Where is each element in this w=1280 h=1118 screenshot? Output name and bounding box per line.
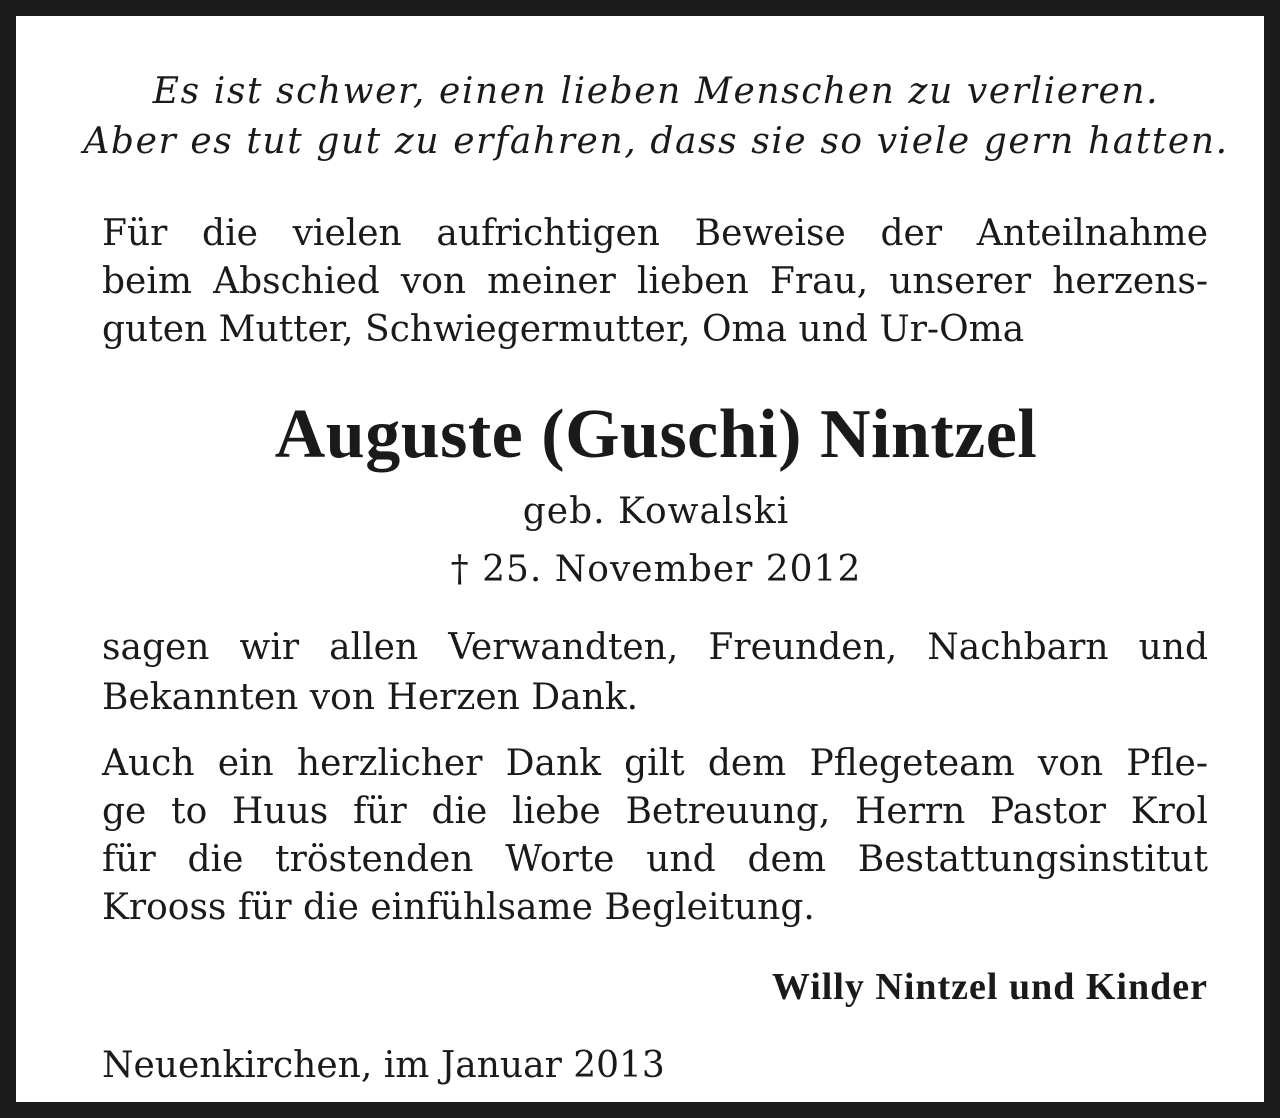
motto-line-1: Es ist schwer, einen lieben Menschen zu verlieren. [152, 71, 1160, 112]
intro-line-2: beim Abschied von meiner lieben Frau, unserer herzens- [102, 261, 1208, 302]
death-date: † 25. November 2012 [450, 549, 862, 590]
thanks-line-2: Bekannten von Herzen Dank. [102, 677, 639, 718]
special-thanks-line-3: für die tröstenden Worte und dem Bestattungsinstitut [102, 839, 1208, 880]
special-thanks-line-4: Krooss für die einfühlsame Begleitung. [102, 887, 815, 928]
place-date: Neuenkirchen, im Januar 2013 [102, 1045, 665, 1086]
intro-line-1: Für die vielen aufrichtigen Beweise der Anteilnahme [102, 213, 1208, 254]
special-thanks-line-2: ge to Huus für die liebe Betreuung, Herrn Pastor Krol [102, 791, 1208, 832]
intro-line-3: guten Mutter, Schwiegermutter, Oma und Ur-Oma [102, 309, 1025, 350]
special-thanks-line-1: Auch ein herzlicher Dank gilt dem Pflegeteam von Pfle- [102, 743, 1208, 784]
deceased-name: Auguste (Guschi) Nintzel [274, 396, 1038, 473]
signature: Willy Nintzel und Kinder [771, 966, 1208, 1008]
motto-line-2: Aber es tut gut zu erfahren, dass sie so viele gern hatten. [83, 121, 1229, 162]
birth-name: geb. Kowalski [522, 491, 790, 532]
thanks-line-1: sagen wir allen Verwandten, Freunden, Nachbarn und [102, 627, 1208, 668]
